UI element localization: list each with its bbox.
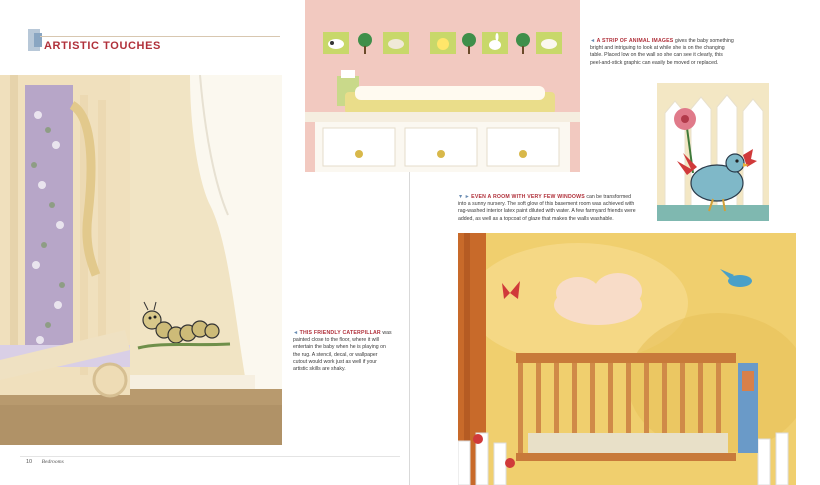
page-number: 10 <box>26 459 33 465</box>
caption-lead: A STRIP OF ANIMAL IMAGES <box>596 38 674 44</box>
header-rule <box>40 36 280 37</box>
caption-lead: EVEN A ROOM WITH VERY FEW WINDOWS <box>471 194 585 200</box>
caption-body: was painted close to the floor, where it will entertain the baby when he is playing on the rug. A stencil, decal, or wallpaper cutout would work just as well if your artistic skills are shaky. <box>293 330 392 373</box>
caption-lead: THIS FRIENDLY CATERPILLAR <box>299 330 381 336</box>
photo-crib-caterpillar <box>0 75 282 445</box>
photo-sunny-nursery <box>458 233 796 485</box>
section-name: Bedrooms <box>41 459 64 465</box>
caption-body: can be transformed into a sunny nursery. The soft glow of this basement room was achieved with rag-washed interior latex paint diluted with water. A few farmyard friends were added, as well as a topcoat of glaze that makes the walls washable. <box>458 194 636 222</box>
photo-changing-table <box>305 0 580 172</box>
folio <box>26 459 64 465</box>
caption-arrow-down-right: ▼ ► <box>458 194 470 200</box>
caption-arrow-left: ◄ <box>590 38 596 44</box>
caption-few-windows <box>458 194 640 223</box>
caption-animal-strip <box>590 38 735 67</box>
page-title: ARTISTIC TOUCHES <box>44 40 161 52</box>
caption-arrow-left: ◄ <box>293 330 299 336</box>
caption-caterpillar <box>293 330 393 373</box>
photo-rooster-fence <box>657 83 769 221</box>
folio-rule <box>20 456 400 457</box>
caption-body: gives the baby something bright and intriguing to look at while she is on the changing table. Placed low on the wall so she can see it clearly, this peel-and-stick graphic can easily be moved or replaced. <box>590 38 734 66</box>
